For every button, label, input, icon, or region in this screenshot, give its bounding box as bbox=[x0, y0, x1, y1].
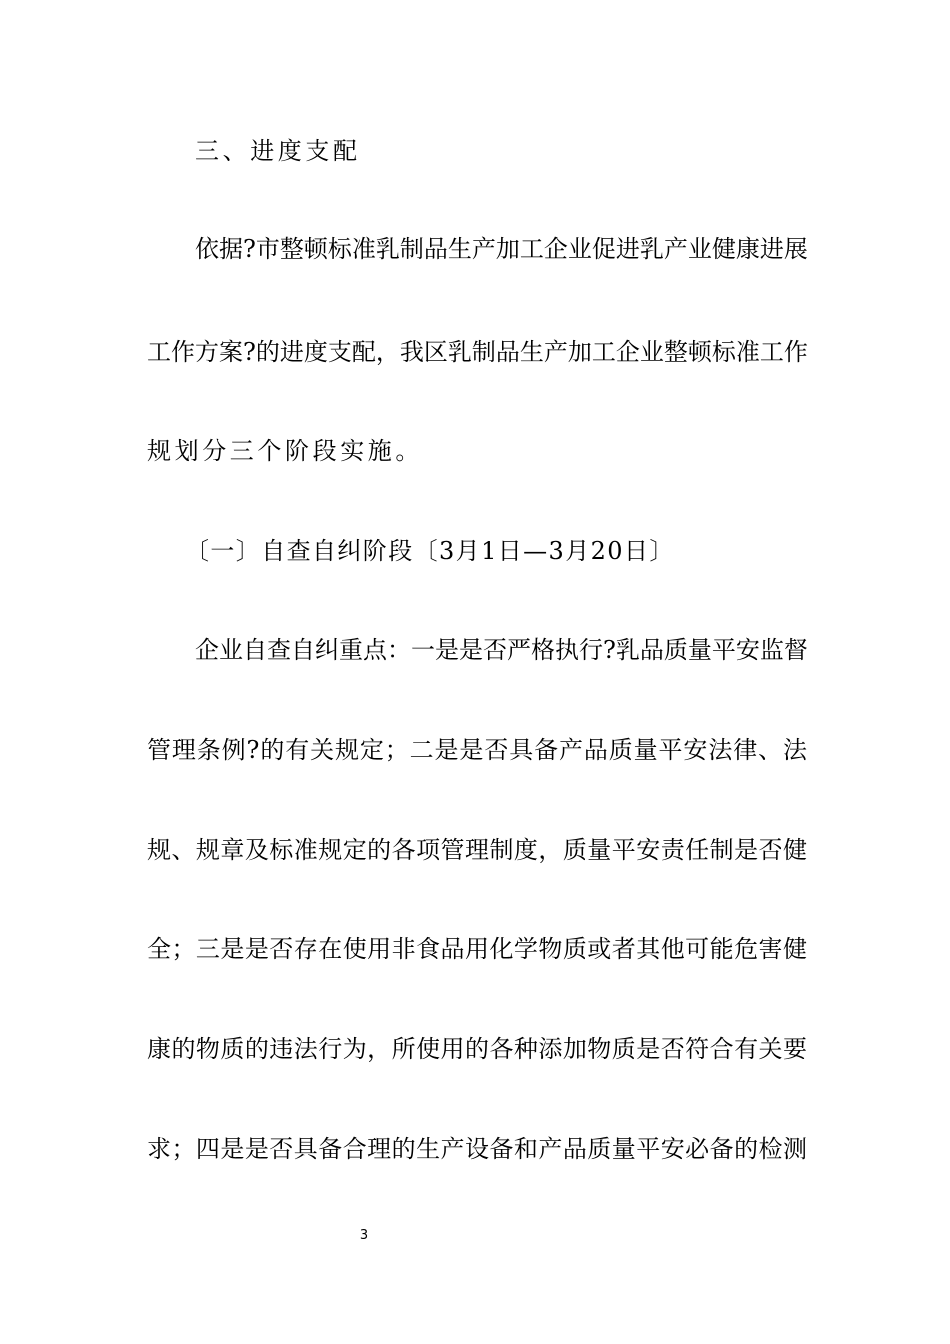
paragraph-line: 企业自查自纠重点：一是是否严格执行?乳品质量平安监督 bbox=[195, 636, 808, 664]
subsection-heading: 〔一〕自查自纠阶段〔3月1日—3月20日〕 bbox=[185, 537, 675, 565]
paragraph-line: 规划分三个阶段实施。 bbox=[147, 437, 423, 465]
paragraph-line: 全；三是是否存在使用非食品用化学物质或者其他可能危害健 bbox=[147, 935, 807, 963]
page-number: 3 bbox=[359, 1228, 369, 1243]
paragraph-line: 依据?市整顿标准乳制品生产加工企业促进乳产业健康进展 bbox=[195, 235, 808, 263]
paragraph-line: 康的物质的违法行为，所使用的各种添加物质是否符合有关要 bbox=[147, 1035, 807, 1063]
paragraph-line: 求；四是是否具备合理的生产设备和产品质量平安必备的检测 bbox=[147, 1135, 807, 1163]
section-heading: 三、进度支配 bbox=[195, 137, 361, 165]
paragraph-line: 工作方案?的进度支配，我区乳制品生产加工企业整顿标准工作 bbox=[147, 338, 808, 366]
paragraph-line: 规、规章及标准规定的各项管理制度，质量平安责任制是否健 bbox=[147, 836, 807, 864]
paragraph-line: 管理条例?的有关规定；二是是否具备产品质量平安法律、法 bbox=[147, 736, 807, 764]
